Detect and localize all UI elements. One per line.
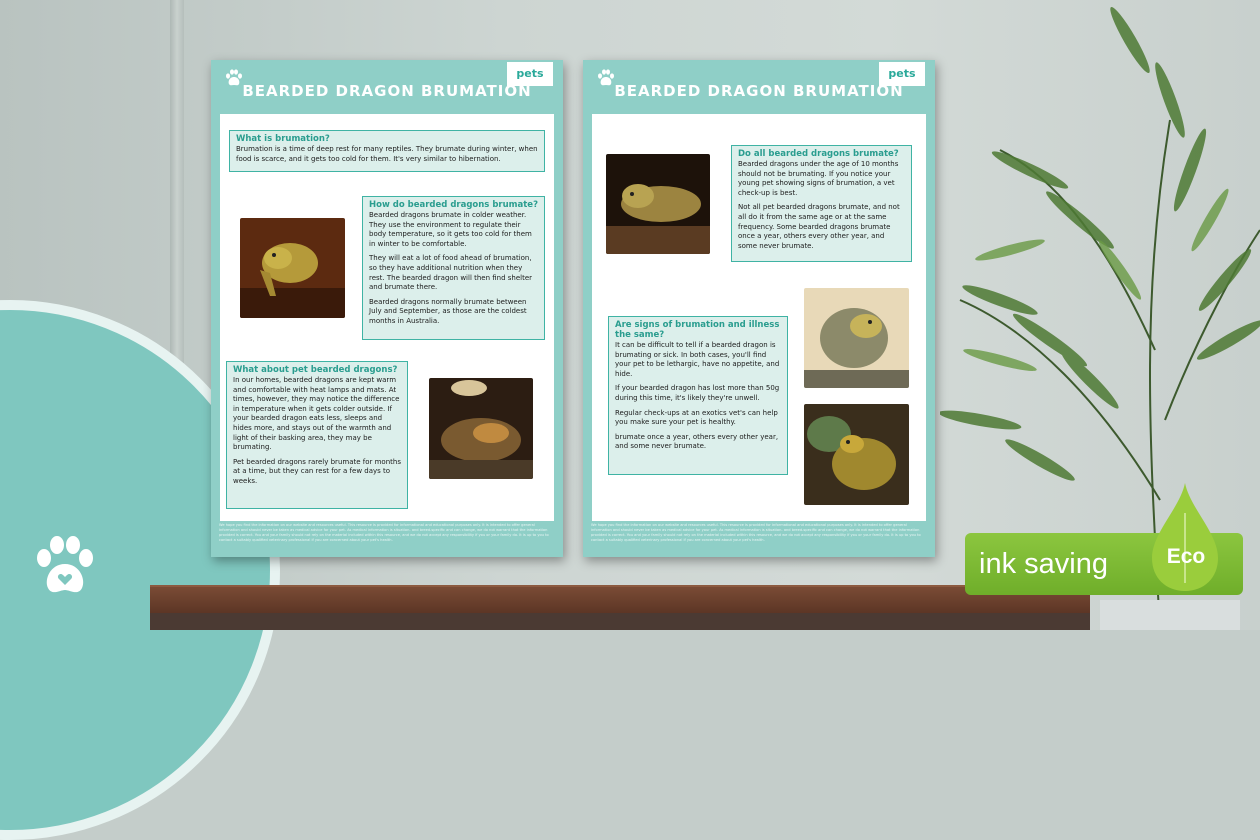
ink-saving-label: ink saving <box>979 548 1108 580</box>
section-text: In our homes, bearded dragons are kept warm and comfortable with heat lamps and mats. At times, however, they may notice the difference in temperature when it gets colder outside. If your bearded dragon eats less, sleeps and hides more, and stays out of the warmth and light of their basking area, they may be brumating. <box>233 376 400 452</box>
content-panel <box>220 114 554 521</box>
section-text: Bearded dragons normally brumate between July and September, as those are the coldest months in Australia. <box>369 297 527 325</box>
bearded-dragon-photo <box>804 404 909 505</box>
poster-right <box>583 60 935 557</box>
section-text: Bearded dragons brumate in colder weather. They use the environment to regulate their body temperature, so it gets too cold for them in winter to be comfortable. <box>369 211 532 248</box>
bearded-dragon-photo <box>240 218 345 318</box>
section-heading: What is brumation? <box>236 134 330 144</box>
section-text: Not all pet bearded dragons brumate, and not all do it from the same age or at the same frequency. Some bearded dragons brumate once a year, others every other year, and some never brumate. <box>738 203 900 250</box>
section-pet-dragons <box>226 361 408 509</box>
section-how-brumate <box>362 196 545 340</box>
poster-title: BEARDED DRAGON BRUMATION <box>242 82 532 100</box>
bearded-dragon-photo <box>606 154 710 254</box>
section-signs-illness <box>608 316 788 475</box>
pets-logo: pets <box>507 62 553 86</box>
poster-title: BEARDED DRAGON BRUMATION <box>614 82 904 100</box>
section-text: brumate once a year, others every other year, and some never brumate. <box>615 432 779 451</box>
section-text: Pet bearded dragons rarely brumate for months at a time, but they can rest for a few days to weeks. <box>233 457 401 485</box>
section-text: They will eat a lot of food ahead of brumation, so they have additional nutrition when they rest. The bearded dragon will then find shelter and brumate there. <box>369 254 533 292</box>
section-text: It can be difficult to tell if a bearded dragon is brumating or sick. In both cases, you'll find your pet to be lethargic, have no appetite, and hide. <box>615 341 780 378</box>
section-heading: Do all bearded dragons brumate? <box>738 149 899 159</box>
poster-left <box>211 60 563 557</box>
pets-logo: pets <box>879 62 925 86</box>
bearded-dragon-photo <box>429 378 533 479</box>
section-what-is-brumation <box>229 130 545 172</box>
section-text: Bearded dragons under the age of 10 months should not be brumating. If you notice your young pet showing signs of brumation, a vet check-up is best. <box>738 160 899 197</box>
paw-heart-icon <box>30 532 100 602</box>
section-do-all-brumate <box>731 145 912 262</box>
section-heading: What about pet bearded dragons? <box>233 365 398 375</box>
disclaimer: We hope you find the information on our website and resources useful. This resource is provided for informational and educational purposes only. It is intended to offer general information and should never be taken as medical advice for your pet. As medical information is situation- and breed-specific and can change, we do not warrant that the information provided is correct. You and your family should not rely on the material included within this resource, and we do not accept any responsibility if you or your family do. It is up to you to contact a suitably qualified veterinary professional if you are concerned about your pet's health. <box>591 523 921 542</box>
section-text: Regular check-ups at an exotics vet's can help you make sure your pet is healthy. <box>615 408 778 427</box>
section-text: If your bearded dragon has lost more than 50g during this time, it's likely they're unwell. <box>615 384 780 402</box>
disclaimer: We hope you find the information on our website and resources useful. This resource is provided for informational and educational purposes only. It is intended to offer general information and should never be taken as medical advice for your pet. As medical information is situation- and breed-specific and can change, we do not warrant that the information provided is correct. You and your family should not rely on the material included within this resource, and we do not accept any responsibility if you or your family do. It is up to you to contact a suitably qualified veterinary professional if you are concerned about your pet's health. <box>219 523 549 542</box>
section-text: Brumation is a time of deep rest for many reptiles. They brumate during winter, when food is scarce, and it gets too cold for them. It's very similar to hibernation. <box>236 145 538 163</box>
section-heading: How do bearded dragons brumate? <box>369 200 539 210</box>
section-heading: Are signs of brumation and illness the same? <box>615 320 780 340</box>
eco-label: Eco <box>1166 545 1206 568</box>
eco-drop-icon <box>1150 483 1220 593</box>
bearded-dragon-photo <box>804 288 909 388</box>
content-panel <box>592 114 926 521</box>
